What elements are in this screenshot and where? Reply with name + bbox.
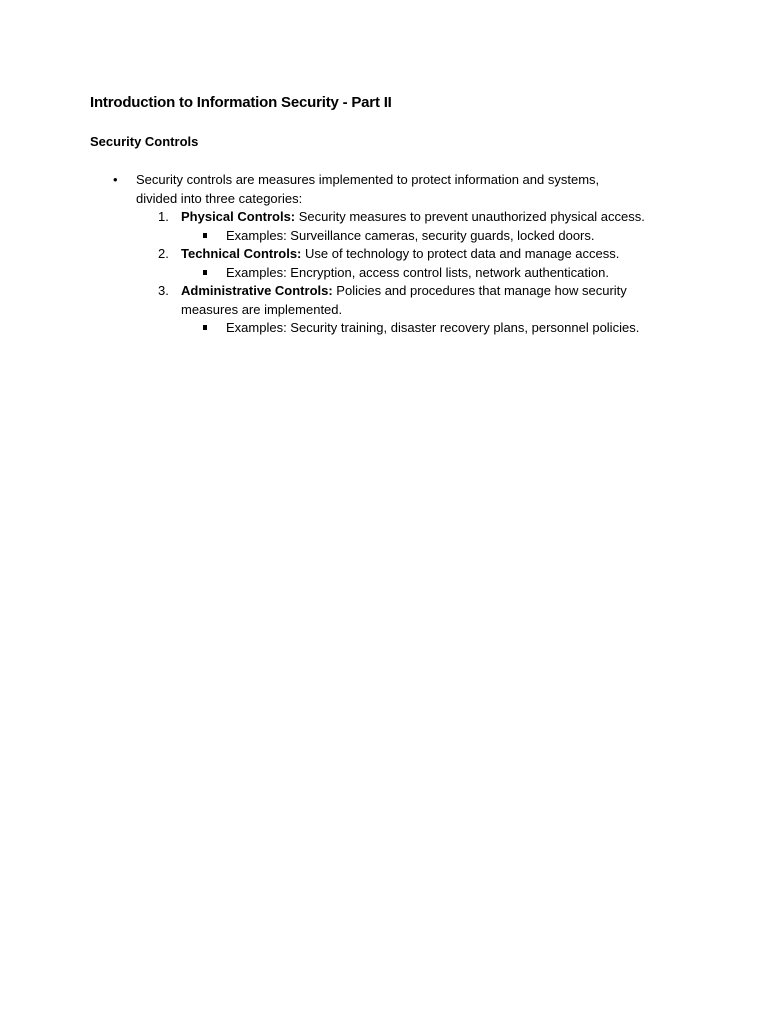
section-heading: Security Controls [90,134,199,149]
square-bullet-icon [203,325,207,330]
bullet-icon: • [113,172,118,187]
item-number: 1. [158,209,169,224]
numbered-item-administrative [90,282,690,319]
item-description-line1: Policies and procedures that manage how security [332,283,627,298]
numbered-item-technical [90,245,690,264]
bullet-text-line2: divided into three categories: [136,190,303,206]
bullet-text-line1: Security controls are measures implemented to protect information and systems, [136,172,600,187]
item-label: Physical Controls: [181,209,296,224]
item-description-line2: measures are implemented. [181,301,343,317]
example-text: Examples: Security training, disaster recovery plans, personnel policies. [226,320,640,335]
item-label: Administrative Controls: [181,283,333,298]
example-item-technical [90,264,690,283]
item-description: Security measures to prevent unauthorized physical access. [295,209,645,224]
item-number: 2. [158,246,169,261]
item-description: Use of technology to protect data and manage access. [301,246,620,261]
example-text: Examples: Encryption, access control lists, network authentication. [226,264,609,280]
example-item-physical [90,227,690,246]
bullet-list [90,171,690,338]
bullet-item [90,171,690,208]
document-title: Introduction to Information Security - Part II [90,94,392,111]
example-item-administrative [90,319,690,338]
square-bullet-icon [203,233,207,238]
item-label: Technical Controls: [181,246,302,261]
square-bullet-icon [203,270,207,275]
numbered-item-physical [90,208,690,227]
item-number: 3. [158,283,169,298]
example-text: Examples: Surveillance cameras, security guards, locked doors. [226,227,595,243]
